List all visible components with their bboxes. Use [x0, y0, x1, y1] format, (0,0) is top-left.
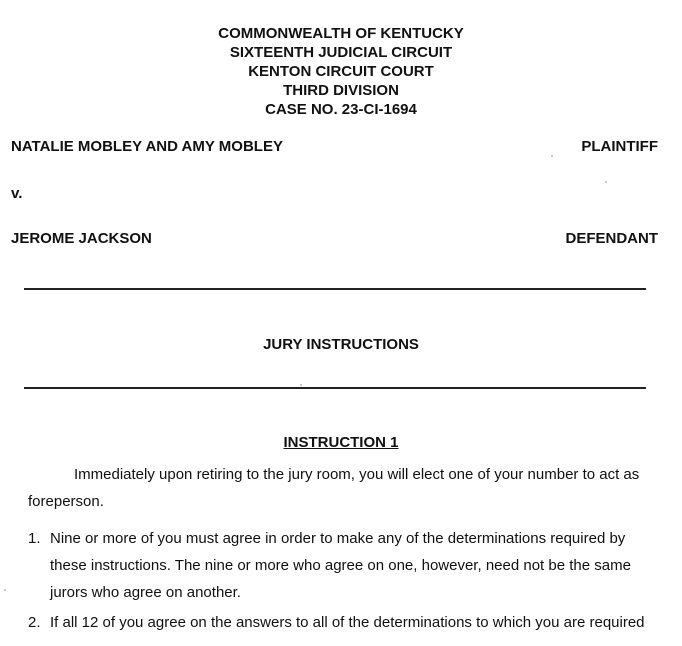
- caption-court: KENTON CIRCUIT COURT: [248, 63, 434, 80]
- divider-top: [24, 288, 646, 290]
- case-caption: [0, 24, 682, 119]
- list-item-number: 1.: [28, 530, 41, 547]
- defendant-label: DEFENDANT: [565, 230, 658, 247]
- plaintiffs-names: NATALIE MOBLEY AND AMY MOBLEY: [11, 138, 283, 155]
- scan-speck: [4, 589, 6, 591]
- caption-circuit: SIXTEENTH JUDICIAL CIRCUIT: [229, 44, 453, 61]
- list-item-number: 2.: [28, 614, 41, 631]
- caption-commonwealth: COMMONWEALTH OF KENTUCKY: [218, 25, 464, 42]
- document-title: JURY INSTRUCTIONS: [263, 336, 419, 353]
- list-item: [28, 525, 648, 606]
- caption-case-number: CASE NO. 23-CI-1694: [265, 101, 417, 118]
- defendant-name: JEROME JACKSON: [11, 230, 152, 247]
- divider-bottom: [24, 387, 646, 389]
- list-item-text: Nine or more of you must agree in order to make any of the determinations required by these instructions. The nine or more who agree on one, however, need not be the same jurors who agree on another.: [50, 530, 631, 601]
- instruction-heading: [0, 434, 682, 452]
- list-item: [28, 609, 648, 636]
- instruction-intro: [28, 461, 648, 515]
- plaintiff-label: PLAINTIFF: [581, 138, 658, 155]
- instruction-heading-text: INSTRUCTION 1: [283, 434, 399, 451]
- instruction-intro-text: Immediately upon retiring to the jury room, you will elect one of your number to act as foreperson.: [28, 466, 640, 510]
- caption-division: THIRD DIVISION: [283, 82, 399, 99]
- scan-speck: [605, 181, 607, 183]
- list-item-text: If all 12 of you agree on the answers to all of the determinations to which you are required: [50, 614, 645, 631]
- versus-label: v.: [11, 185, 23, 202]
- scan-speck: [300, 384, 302, 386]
- scan-speck: [551, 155, 553, 157]
